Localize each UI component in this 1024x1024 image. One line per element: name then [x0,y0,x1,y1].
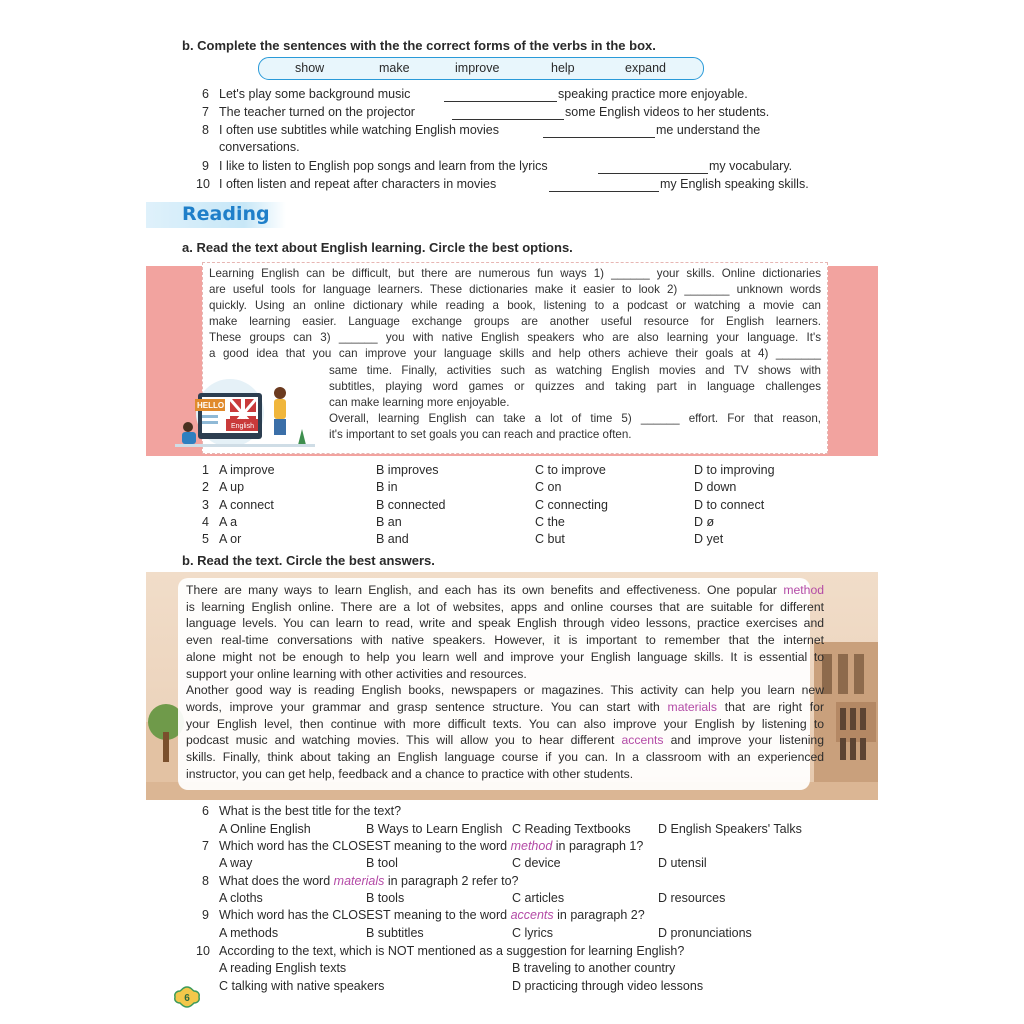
option-a[interactable]: A connect [219,498,274,512]
sentence-number: 10 [196,177,210,191]
highlighted-word: materials [333,874,385,888]
option-b[interactable]: B subtitles [366,926,424,940]
passage-line: There are many ways to learn English, and each has its own benefits and effectiveness. One popular method [186,583,824,597]
sentence-text: I like to listen to English pop songs and learn from the lyrics [219,159,548,173]
option-d[interactable]: D to improving [694,463,775,477]
passage-a-indented [329,363,821,443]
option-d[interactable]: D down [694,480,737,494]
option-b[interactable]: B an [376,515,402,529]
option-d[interactable]: D pronunciations [658,926,752,940]
option-c[interactable]: C to improve [535,463,606,477]
option-b[interactable]: B traveling to another country [512,961,676,975]
sentence-text: my vocabulary. [709,159,793,173]
sentence-text: my English speaking skills. [660,177,809,191]
answer-blank[interactable] [452,118,564,120]
book-label: English [231,423,254,430]
option-c[interactable]: C device [512,856,561,870]
question-number: 8 [202,874,209,888]
passage-line: your English level, then continue with more difficult texts. You can also improve your English by listening to [186,716,824,731]
option-a[interactable]: A up [219,480,245,494]
question-text: What does the word materials in paragraph 2 refer to? [219,874,519,888]
passage-line: support your online learning with other activities and resources. [186,666,527,681]
passage-line: skills. Finally, think about taking an English language course if you can. In a classroom with an experienced [186,750,824,765]
page-number-badge [172,985,202,1009]
word-box-item: improve [455,61,500,75]
passage-line: words, improve your grammar and grasp sentence structure. You can start with materials that are right for [186,699,825,714]
sentence-text: some English videos to her students. [565,105,770,119]
option-d[interactable]: D utensil [658,856,707,870]
option-b[interactable]: B tools [366,891,405,905]
option-c[interactable]: C talking with native speakers [219,979,385,993]
question-text: What is the best title for the text? [219,804,402,818]
question-number: 7 [202,839,209,853]
option-b[interactable]: B Ways to Learn English [366,822,503,836]
sentence-text: I often use subtitles while watching English movies [219,123,500,137]
section-title: Reading [182,203,270,225]
passage-line: subtitles, playing word games or quizzes and taking part in language challenges [329,380,821,394]
passage-line: quickly. Using an online dictionary while reading a book, listening to a podcast or watching a movie can [209,299,821,313]
passage-line: These groups can 3) ______ you with native English speakers who are also learning your language. It's [209,331,821,345]
option-b[interactable]: B connected [376,498,446,512]
passage-line: is learning English online. There are a lot of websites, apps and online courses that are suitable for different [186,599,824,614]
passage-line: podcast music and watching movies. This will allow you to hear different accents and improve your listening [186,733,824,748]
question-number: 6 [202,804,209,818]
passage-line: are useful tools for language learners. These dictionaries make it easier to look 2) _______ unknown words [209,283,821,297]
option-d[interactable]: D to connect [694,498,765,512]
option-b[interactable]: B tool [366,856,398,870]
option-number: 2 [202,480,209,494]
sentence-number: 9 [202,159,209,173]
answer-blank[interactable] [549,190,659,192]
sentence-text: me understand the [656,123,761,137]
passage-line: a good idea that you can improve your language skills and help others achieve their goals at 4) _______ [209,347,821,361]
option-d[interactable]: D English Speakers' Talks [658,822,802,836]
passage-line: language levels. You can learn to read, write and speak English through video lessons, practice exercises and [186,616,824,631]
highlighted-word: materials [667,699,717,714]
sentence-text: speaking practice more enjoyable. [558,87,748,101]
option-b[interactable]: B improves [376,463,439,477]
option-c[interactable]: C on [535,480,562,494]
option-number: 1 [202,463,209,477]
option-number: 5 [202,532,209,546]
word-box-item: make [379,61,410,75]
sentence-number: 8 [202,123,209,137]
option-b[interactable]: B and [376,532,409,546]
question-number: 9 [202,908,209,922]
option-a[interactable]: A improve [219,463,275,477]
highlighted-word: accents [510,908,554,922]
sign-label: HELLO [197,401,225,410]
option-c[interactable]: C lyrics [512,926,553,940]
page-number: 6 [184,993,190,1004]
vocab-instruction: b. Complete the sentences with the the correct forms of the verbs in the box. [182,38,656,53]
option-a[interactable]: A methods [219,926,279,940]
passage-line: Learning English can be difficult, but there are numerous fun ways 1) ______ your skills. Online dictionaries [209,267,821,280]
highlighted-word: method [783,583,824,597]
sentence-text: I often listen and repeat after characters in movies [219,177,497,191]
option-d[interactable]: D resources [658,891,726,905]
passage-line: same time. Finally, activities such as watching English movies and TV shows with [329,364,821,377]
sentence-text: Let's play some background music [219,87,411,101]
passage-line: Another good way is reading English books, newspapers or magazines. This activity can help you learn new [186,683,824,698]
word-box [258,57,704,80]
option-a[interactable]: A way [219,856,253,870]
option-d[interactable]: D practicing through video lessons [512,979,704,993]
passage-a [209,266,821,363]
option-b[interactable]: B in [376,480,398,494]
question-text: Which word has the CLOSEST meaning to the word method in paragraph 1? [219,839,644,853]
word-box-item: show [295,61,325,75]
word-box-item: help [551,61,575,75]
passage-line: make learning easier. Language exchange groups are another useful resource for English learners. [209,315,821,329]
option-number: 3 [202,498,209,512]
word-box-item: expand [625,61,667,75]
passage-line: alone might not be enough to help you learn well and improve your English language skills. It is essential to [186,649,824,664]
option-c[interactable]: C connecting [535,498,608,512]
option-c[interactable]: C the [535,515,565,529]
option-c[interactable]: C but [535,532,565,546]
part-b-instruction: b. Read the text. Circle the best answers. [182,553,435,568]
sentence-number: 6 [202,87,209,101]
sentence-text: conversations. [219,140,300,154]
highlighted-word: accents [621,733,664,748]
option-number: 4 [202,515,209,529]
answer-blank[interactable] [543,136,655,138]
option-a[interactable]: A or [219,532,242,546]
passage-line: even real-time conversations with native speakers. However, it is important to remember that the internet [186,633,824,648]
option-a[interactable]: A Online English [219,822,311,836]
sentence-text: The teacher turned on the projector [219,105,415,119]
option-c[interactable]: C articles [512,891,565,905]
highlighted-word: method [510,839,553,853]
part-a-instruction: a. Read the text about English learning. Circle the best options. [182,240,573,255]
passage-line: instructor, you can get help, feedback and a chance to practice with other students. [186,766,634,781]
sentence-number: 7 [202,105,209,119]
option-a[interactable]: A cloths [219,891,263,905]
learning-illustration [170,375,320,453]
option-a[interactable]: A reading English texts [219,961,347,975]
answer-blank[interactable] [444,100,557,102]
passage-b [186,582,824,782]
passage-line: Overall, learning English can take a lot of time 5) ______ effort. For that reason, [329,412,821,426]
answer-blank[interactable] [598,172,708,174]
option-c[interactable]: C Reading Textbooks [512,822,631,836]
option-d[interactable]: D yet [694,532,724,546]
option-d[interactable]: D ø [694,515,715,529]
passage-line: can make learning more enjoyable. [329,396,510,410]
question-number: 10 [196,944,210,958]
question-text: According to the text, which is NOT mentioned as a suggestion for learning English? [219,944,685,958]
passage-line: it's important to set goals you can reach and practice often. [329,428,632,442]
option-a[interactable]: A a [219,515,238,529]
question-text: Which word has the CLOSEST meaning to the word accents in paragraph 2? [219,908,645,922]
